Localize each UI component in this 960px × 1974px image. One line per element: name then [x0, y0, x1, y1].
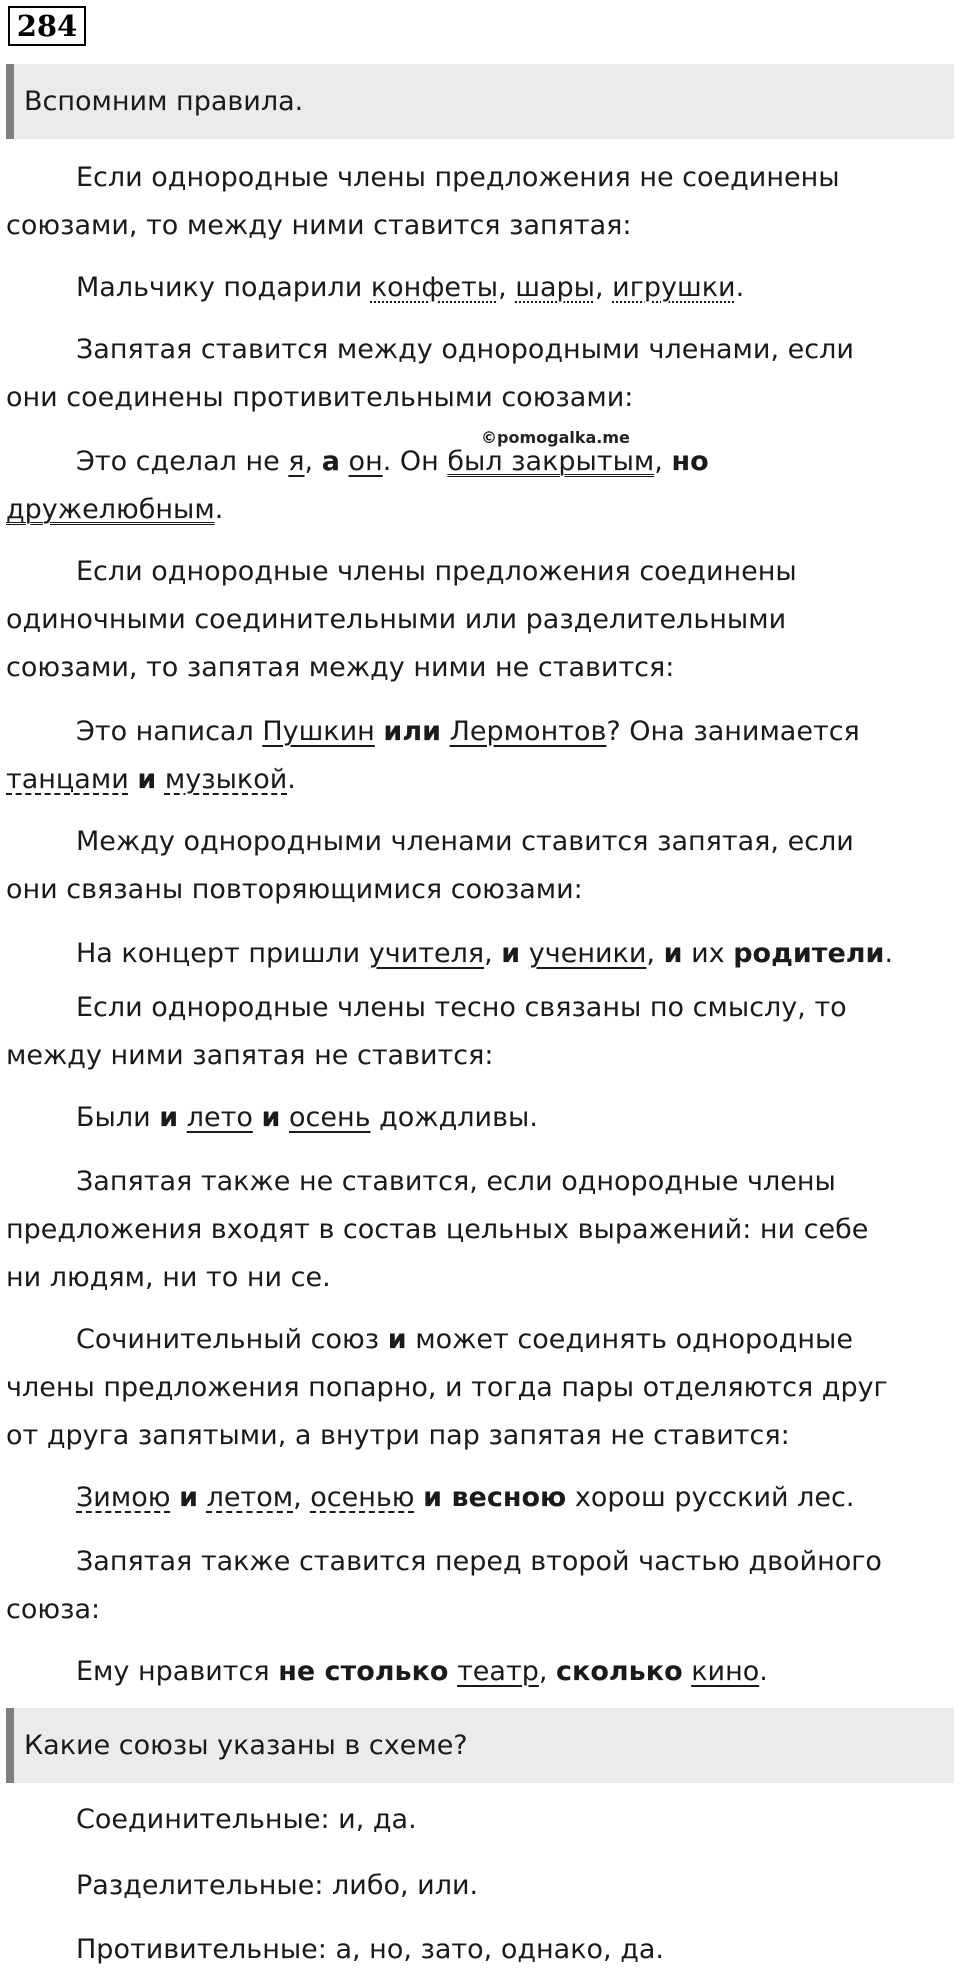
- subject-word: ученики: [528, 938, 647, 969]
- text: Это сделал не: [76, 446, 289, 477]
- text: .: [884, 938, 894, 969]
- rule-1-line-2: союзами, то между ними ставится запятая:: [6, 210, 632, 241]
- text: дождливы.: [370, 1102, 538, 1133]
- object-word: танцами: [6, 764, 129, 795]
- text: На концерт пришли: [76, 938, 369, 969]
- rule-5-line-2: между ними запятая не ставится:: [6, 1040, 494, 1071]
- object-word: музыкой: [164, 764, 288, 795]
- example-3-line-1: [6, 708, 946, 756]
- rule-2-line-2: они соединены противительными союзами:: [6, 382, 634, 413]
- text: ,: [594, 272, 613, 303]
- example-2-line-1: [6, 438, 946, 486]
- watermark: ©pomogalka.me: [481, 428, 630, 447]
- conjunction: а: [321, 446, 340, 477]
- subject-word: Пушкин: [262, 716, 375, 747]
- rule-3-line-1: Если однородные члены предложения соединены: [76, 556, 797, 587]
- text: их: [682, 938, 734, 969]
- rule-6-line-2: предложения входят в состав цельных выражений: ни себе: [6, 1214, 869, 1245]
- conjunction-phrase: и весною: [423, 1482, 567, 1513]
- text: [683, 1656, 692, 1687]
- subject-word: я: [288, 446, 305, 477]
- text: ,: [646, 938, 664, 969]
- text: ,: [498, 272, 516, 303]
- adverbial-word: летом: [206, 1482, 294, 1513]
- conjunction: но: [671, 446, 709, 477]
- homogeneous-word: конфеты: [370, 272, 499, 303]
- text: может соединять однородные: [406, 1324, 853, 1355]
- text: .: [759, 1656, 768, 1687]
- text: ,: [293, 1482, 311, 1513]
- homogeneous-word: шары: [515, 272, 595, 303]
- rule-8-line-2: союза:: [6, 1594, 101, 1625]
- object-word: кино: [691, 1656, 760, 1687]
- example-4: [6, 930, 946, 978]
- subject-word: учителя: [368, 938, 485, 969]
- adverbial-word: осенью: [310, 1482, 415, 1513]
- text: [178, 1102, 187, 1133]
- text: [198, 1482, 207, 1513]
- section-heading-question: Какие союзы указаны в схеме?: [6, 1708, 954, 1783]
- text: Сочинительный союз: [76, 1324, 388, 1355]
- text: Мальчику подарили: [76, 272, 371, 303]
- text: ,: [654, 446, 672, 477]
- text: Ему нравится: [76, 1656, 279, 1687]
- example-7: [6, 1474, 946, 1522]
- text: .: [214, 494, 224, 525]
- example-8: [6, 1648, 946, 1696]
- predicate-word: дружелюбным: [6, 494, 215, 525]
- example-5: [6, 1094, 946, 1142]
- rule-4-line-1: Между однородными членами ставится запятая, если: [76, 826, 854, 857]
- subject-word: он: [348, 446, 383, 477]
- conjunction: не столько: [278, 1656, 449, 1687]
- text: ? Она занимается: [606, 716, 860, 747]
- rule-8-line-1: Запятая также ставится перед второй частью двойного: [76, 1546, 882, 1577]
- rule-7-line-3: от друга запятыми, а внутри пар запятая не ставится:: [6, 1420, 790, 1451]
- rule-7-line-2: члены предложения попарно, и тогда пары отделяются друг: [6, 1372, 888, 1403]
- rule-4-line-2: они связаны повторяющимися союзами:: [6, 874, 583, 905]
- text: Это написал: [76, 716, 263, 747]
- answer-line: Противительные: а, но, зато, однако, да.: [76, 1934, 665, 1965]
- text: ,: [304, 446, 322, 477]
- homogeneous-word: игрушки: [612, 272, 736, 303]
- conjunction: и: [179, 1482, 198, 1513]
- text: ,: [538, 1656, 557, 1687]
- text: [280, 1102, 289, 1133]
- text: .: [735, 272, 745, 303]
- answer-line: Разделительные: либо, или.: [76, 1870, 479, 1901]
- conjunction: и: [387, 1324, 407, 1355]
- section-heading-rules: Вспомним правила.: [6, 64, 954, 139]
- rule-3-line-3: союзами, то запятая между ними не ставится:: [6, 652, 675, 683]
- conjunction: и: [137, 764, 157, 795]
- adverbial-word: Зимою: [76, 1482, 171, 1513]
- text: хорош русский лес.: [566, 1482, 855, 1513]
- answer-line: Соединительные: и, да.: [76, 1804, 417, 1835]
- subject-word: Лермонтов: [449, 716, 607, 747]
- text: [340, 446, 349, 477]
- example-2-line-2: [6, 486, 946, 534]
- example-1: [6, 264, 946, 312]
- rule-6-line-3: ни людям, ни то ни се.: [6, 1262, 331, 1293]
- subject-word: лето: [186, 1102, 253, 1133]
- text: [170, 1482, 179, 1513]
- rule-7-line-1: [6, 1316, 946, 1364]
- conjunction: и: [501, 938, 521, 969]
- text: [156, 764, 165, 795]
- conjunction: сколько: [556, 1656, 683, 1687]
- text: ,: [484, 938, 502, 969]
- bold-word: родители: [733, 938, 885, 969]
- text: [448, 1656, 457, 1687]
- example-3-line-2: [6, 756, 946, 804]
- text: .: [287, 764, 296, 795]
- text: . Он: [382, 446, 448, 477]
- rule-6-line-1: Запятая также не ставится, если однородные члены: [76, 1166, 836, 1197]
- rule-1-line-1: Если однородные члены предложения не соединены: [76, 162, 840, 193]
- text: Были: [76, 1102, 160, 1133]
- exercise-number: 284: [8, 6, 86, 46]
- conjunction: и: [663, 938, 683, 969]
- conjunction: и: [261, 1102, 281, 1133]
- text: [520, 938, 529, 969]
- subject-word: осень: [288, 1102, 371, 1133]
- rule-3-line-2: одиночными соединительными или разделительными: [6, 604, 787, 635]
- predicate-word: был закрытым: [447, 446, 655, 477]
- conjunction: или: [383, 716, 442, 747]
- text: [415, 1482, 424, 1513]
- rule-5-line-1: Если однородные члены тесно связаны по смыслу, то: [76, 992, 847, 1023]
- conjunction: и: [159, 1102, 179, 1133]
- object-word: театр: [457, 1656, 539, 1687]
- rule-2-line-1: Запятая ставится между однородными членами, если: [76, 334, 854, 365]
- text: [441, 716, 450, 747]
